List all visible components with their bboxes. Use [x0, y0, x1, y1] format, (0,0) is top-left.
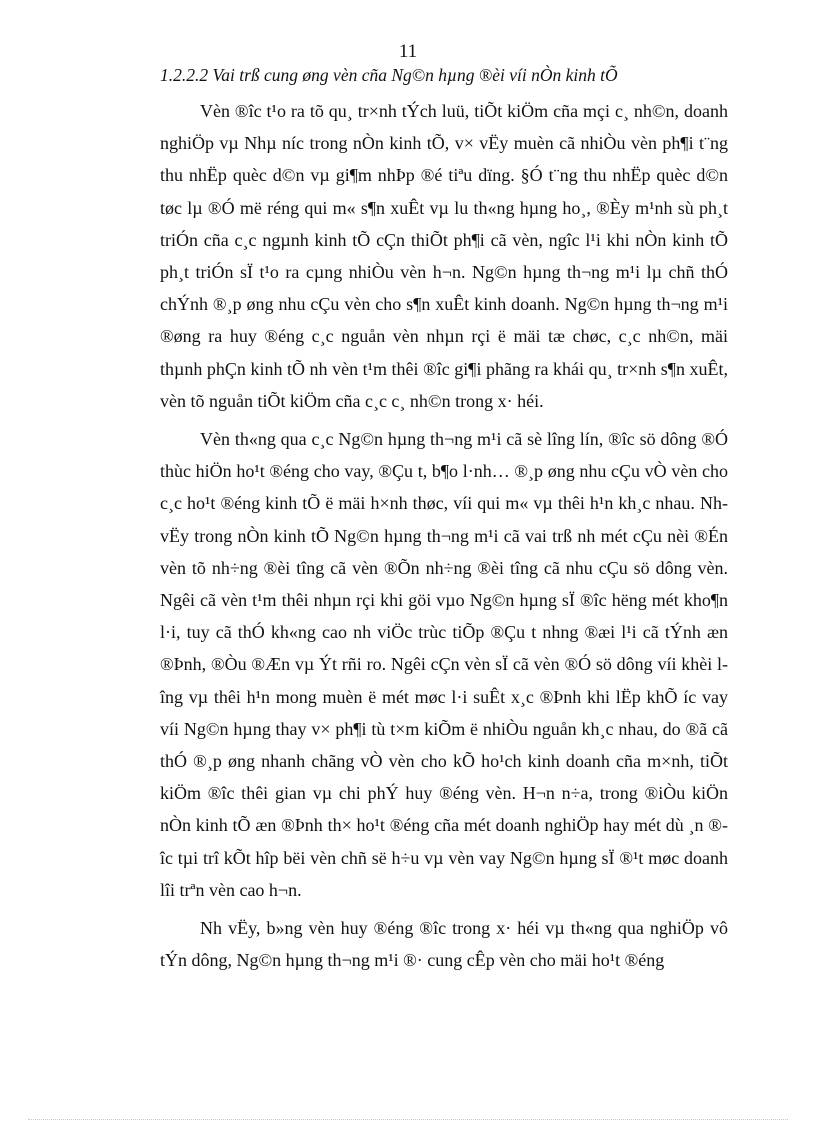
paragraph-2: Vèn th«ng qua c¸c Ng©n hµng th¬ng m¹i cã sè lîng lín, ®îc sö dông ®Ó thùc hiÖn ho¹t ®éng cho vay, ®Çu t, b¶o l·nh… ®¸p øng nhu cÇu vÒ vèn cho c¸c ho¹t ®éng kinh tÕ ë mäi h×nh thøc, víi qui m« vµ thêi h¹n kh¸c nhau. Nh vËy trong nÒn kinh tÕ Ng©n hµng th¬ng m¹i cã vai trß nh mét cÇu nèi ®Én vèn tõ nh÷ng ®èi tîng cã vèn ®Õn nh÷ng ®èi tîng cã nhu cÇu sö dông vèn. Ngêi cã vèn t¹m thêi nhµn rçi khi göi vµo Ng©n hµng sÏ ®îc hëng mét kho¶n l·i, tuy cã thÓ kh«ng cao nh viÖc trùc tiÕp ®Çu t nhng ®æi l¹i cã tÝnh æn ®Þnh, ®Òu ®Æn vµ Ýt rñi ro. Ngêi cÇn vèn sÏ cã vèn ®Ó sö dông víi khèi lîng vµ thêi h¹n mong muèn ë mét møc l·i suÊt x¸c ®Þnh khi lËp khÕ íc vay víi Ng©n hµng thay v× ph¶i tù t×m kiÕm ë nhiÒu nguån kh¸c nhau, do ®ã cã thÓ ®¸p øng nhanh chãng vÒ vèn cho kÕ ho¹ch kinh doanh cña m×nh, tiÕt kiÖm ®îc thêi gian vµ chi phÝ huy ®éng vèn. H¬n n÷a, trong ®iÒu kiÖn nÒn kinh tÕ æn ®Þnh th× ho¹t ®éng cña mét doanh nghiÖp hay mét dù ¸n ®îc tµi trî kÕt hîp bëi vèn chñ së h÷u vµ vèn vay Ng©n hµng sÏ ®¹t møc doanh lîi trªn vèn cao h¬n. [160, 429, 728, 900]
section-heading: 1.2.2.2 Vai trß cung øng vèn cña Ng©n hµng ®èi víi nÒn kinh tÕ [160, 65, 618, 85]
paragraph-1: Vèn ®îc t¹o ra tõ qu¸ tr×nh tÝch luü, tiÕt kiÖm cña mçi c¸ nh©n, doanh nghiÖp vµ Nhµ níc trong nÒn kinh tÕ, v× vËy muèn cã nhiÒu vèn ph¶i t¨ng thu nhËp quèc d©n vµ gi¶m nhÞp ®é tiªu dïng. §Ó t¨ng thu nhËp quèc d©n tøc lµ ®Ó më réng qui m« s¶n xuÊt vµ lu th«ng hµng ho¸, ®Èy m¹nh sù ph¸t triÓn cña c¸c ngµnh kinh tÕ cÇn thiÕt ph¶i cã vèn, ngîc l¹i khi nÒn kinh tÕ ph¸t triÓn sÏ t¹o ra cµng nhiÒu vèn h¬n. Ng©n hµng th¬ng m¹i lµ chñ thÓ chÝnh ®¸p øng nhu cÇu vèn cho s¶n xuÊt kinh doanh. Ng©n hµng th¬ng m¹i ®øng ra huy ®éng c¸c nguån vèn nhµn rçi ë mäi tæ chøc, c¸c nh©n, mäi thµnh phÇn kinh tÕ nh vèn t¹m thêi ®îc gi¶i phãng ra khái qu¸ tr×nh s¶n xuÊt, vèn tõ nguån tiÕt kiÖm cña c¸c c¸ nh©n trong x· héi. [160, 101, 728, 411]
page-number: 11 [398, 41, 418, 62]
footer-rule [28, 1119, 788, 1120]
body-text [160, 95, 728, 982]
paragraph-3: Nh vËy, b»ng vèn huy ®éng ®îc trong x· héi vµ th«ng qua nghiÖp vô tÝn dông, Ng©n hµng th¬ng m¹i ®· cung cÊp vèn cho mäi ho¹t ®éng [160, 918, 728, 971]
